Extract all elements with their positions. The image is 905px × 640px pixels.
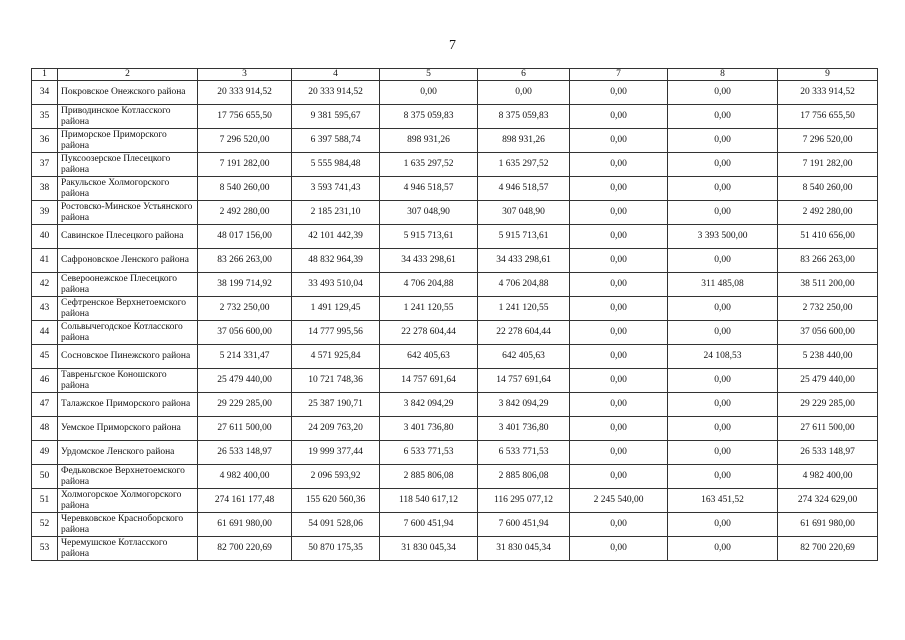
col-9-value-cell: 5 238 440,00 bbox=[778, 345, 878, 369]
col-4-value-cell: 24 209 763,20 bbox=[292, 417, 380, 441]
col-4-value-cell: 1 491 129,45 bbox=[292, 297, 380, 321]
col-8-value-cell: 0,00 bbox=[668, 393, 778, 417]
col-5-value-cell: 642 405,63 bbox=[380, 345, 478, 369]
table-row bbox=[32, 177, 878, 201]
col-6-value-cell: 4 706 204,88 bbox=[478, 273, 570, 297]
col-4-value-cell: 3 593 741,43 bbox=[292, 177, 380, 201]
table-row bbox=[32, 297, 878, 321]
col-3-value-cell: 5 214 331,47 bbox=[198, 345, 292, 369]
settlement-name-cell: Приморское Приморского района bbox=[58, 129, 198, 153]
table-body bbox=[32, 81, 878, 561]
col-3-value-cell: 83 266 263,00 bbox=[198, 249, 292, 273]
row-number-cell: 39 bbox=[32, 201, 58, 225]
col-3-value-cell: 29 229 285,00 bbox=[198, 393, 292, 417]
table-row bbox=[32, 201, 878, 225]
table-row bbox=[32, 393, 878, 417]
col-5-value-cell: 4 946 518,57 bbox=[380, 177, 478, 201]
col-5-value-cell: 3 842 094,29 bbox=[380, 393, 478, 417]
col-5-value-cell: 307 048,90 bbox=[380, 201, 478, 225]
col-5-value-cell: 118 540 617,12 bbox=[380, 489, 478, 513]
col-9-value-cell: 37 056 600,00 bbox=[778, 321, 878, 345]
col-9-value-cell: 274 324 629,00 bbox=[778, 489, 878, 513]
col-6-value-cell: 8 375 059,83 bbox=[478, 105, 570, 129]
col-5-value-cell: 5 915 713,61 bbox=[380, 225, 478, 249]
column-header-6: 6 bbox=[478, 69, 570, 81]
settlement-name-cell: Сольвычегодское Котласского района bbox=[58, 321, 198, 345]
col-5-value-cell: 2 885 806,08 bbox=[380, 465, 478, 489]
col-6-value-cell: 3 401 736,80 bbox=[478, 417, 570, 441]
col-6-value-cell: 642 405,63 bbox=[478, 345, 570, 369]
col-7-value-cell: 0,00 bbox=[570, 369, 668, 393]
column-header-1: 1 bbox=[32, 69, 58, 81]
settlement-name-cell: Федьковское Верхнетоемского района bbox=[58, 465, 198, 489]
col-4-value-cell: 2 096 593,92 bbox=[292, 465, 380, 489]
table-row bbox=[32, 441, 878, 465]
settlement-name-cell: Уемское Приморского района bbox=[58, 417, 198, 441]
col-4-value-cell: 19 999 377,44 bbox=[292, 441, 380, 465]
settlement-name-cell: Черемушское Котласского района bbox=[58, 537, 198, 561]
col-8-value-cell: 0,00 bbox=[668, 153, 778, 177]
col-5-value-cell: 6 533 771,53 bbox=[380, 441, 478, 465]
col-9-value-cell: 26 533 148,97 bbox=[778, 441, 878, 465]
col-6-value-cell: 898 931,26 bbox=[478, 129, 570, 153]
col-5-value-cell: 22 278 604,44 bbox=[380, 321, 478, 345]
col-9-value-cell: 20 333 914,52 bbox=[778, 81, 878, 105]
col-9-value-cell: 17 756 655,50 bbox=[778, 105, 878, 129]
col-9-value-cell: 82 700 220,69 bbox=[778, 537, 878, 561]
col-4-value-cell: 9 381 595,67 bbox=[292, 105, 380, 129]
settlement-name-cell: Североонежское Плесецкого района bbox=[58, 273, 198, 297]
col-4-value-cell: 4 571 925,84 bbox=[292, 345, 380, 369]
col-8-value-cell: 0,00 bbox=[668, 417, 778, 441]
col-5-value-cell: 4 706 204,88 bbox=[380, 273, 478, 297]
col-4-value-cell: 54 091 528,06 bbox=[292, 513, 380, 537]
col-3-value-cell: 2 492 280,00 bbox=[198, 201, 292, 225]
col-6-value-cell: 3 842 094,29 bbox=[478, 393, 570, 417]
row-number-cell: 40 bbox=[32, 225, 58, 249]
col-4-value-cell: 25 387 190,71 bbox=[292, 393, 380, 417]
col-3-value-cell: 26 533 148,97 bbox=[198, 441, 292, 465]
col-8-value-cell: 0,00 bbox=[668, 321, 778, 345]
col-7-value-cell: 0,00 bbox=[570, 513, 668, 537]
settlement-name-cell: Савинское Плесецкого района bbox=[58, 225, 198, 249]
col-6-value-cell: 14 757 691,64 bbox=[478, 369, 570, 393]
row-number-cell: 45 bbox=[32, 345, 58, 369]
col-9-value-cell: 8 540 260,00 bbox=[778, 177, 878, 201]
col-4-value-cell: 20 333 914,52 bbox=[292, 81, 380, 105]
col-4-value-cell: 6 397 588,74 bbox=[292, 129, 380, 153]
col-4-value-cell: 2 185 231,10 bbox=[292, 201, 380, 225]
col-6-value-cell: 1 635 297,52 bbox=[478, 153, 570, 177]
col-7-value-cell: 0,00 bbox=[570, 297, 668, 321]
col-5-value-cell: 1 635 297,52 bbox=[380, 153, 478, 177]
col-9-value-cell: 61 691 980,00 bbox=[778, 513, 878, 537]
col-3-value-cell: 274 161 177,48 bbox=[198, 489, 292, 513]
settlement-name-cell: Пуксоозерское Плесецкого района bbox=[58, 153, 198, 177]
row-number-cell: 52 bbox=[32, 513, 58, 537]
row-number-cell: 48 bbox=[32, 417, 58, 441]
col-5-value-cell: 0,00 bbox=[380, 81, 478, 105]
col-9-value-cell: 7 191 282,00 bbox=[778, 153, 878, 177]
col-4-value-cell: 42 101 442,39 bbox=[292, 225, 380, 249]
col-7-value-cell: 0,00 bbox=[570, 201, 668, 225]
settlement-name-cell: Ракульское Холмогорского района bbox=[58, 177, 198, 201]
table-row bbox=[32, 273, 878, 297]
row-number-cell: 51 bbox=[32, 489, 58, 513]
col-8-value-cell: 0,00 bbox=[668, 201, 778, 225]
col-7-value-cell: 0,00 bbox=[570, 153, 668, 177]
col-3-value-cell: 25 479 440,00 bbox=[198, 369, 292, 393]
col-6-value-cell: 5 915 713,61 bbox=[478, 225, 570, 249]
col-7-value-cell: 0,00 bbox=[570, 249, 668, 273]
col-9-value-cell: 83 266 263,00 bbox=[778, 249, 878, 273]
col-3-value-cell: 27 611 500,00 bbox=[198, 417, 292, 441]
col-5-value-cell: 3 401 736,80 bbox=[380, 417, 478, 441]
col-8-value-cell: 3 393 500,00 bbox=[668, 225, 778, 249]
col-6-value-cell: 34 433 298,61 bbox=[478, 249, 570, 273]
table-row bbox=[32, 129, 878, 153]
col-6-value-cell: 2 885 806,08 bbox=[478, 465, 570, 489]
row-number-cell: 53 bbox=[32, 537, 58, 561]
col-7-value-cell: 2 245 540,00 bbox=[570, 489, 668, 513]
col-3-value-cell: 7 296 520,00 bbox=[198, 129, 292, 153]
settlement-name-cell: Покровское Онежского района bbox=[58, 81, 198, 105]
column-header-5: 5 bbox=[380, 69, 478, 81]
col-8-value-cell: 0,00 bbox=[668, 81, 778, 105]
col-3-value-cell: 20 333 914,52 bbox=[198, 81, 292, 105]
col-7-value-cell: 0,00 bbox=[570, 345, 668, 369]
row-number-cell: 34 bbox=[32, 81, 58, 105]
col-6-value-cell: 31 830 045,34 bbox=[478, 537, 570, 561]
col-3-value-cell: 17 756 655,50 bbox=[198, 105, 292, 129]
col-7-value-cell: 0,00 bbox=[570, 273, 668, 297]
col-3-value-cell: 38 199 714,92 bbox=[198, 273, 292, 297]
settlement-name-cell: Талажское Приморского района bbox=[58, 393, 198, 417]
col-4-value-cell: 50 870 175,35 bbox=[292, 537, 380, 561]
col-6-value-cell: 4 946 518,57 bbox=[478, 177, 570, 201]
col-8-value-cell: 0,00 bbox=[668, 513, 778, 537]
col-3-value-cell: 2 732 250,00 bbox=[198, 297, 292, 321]
col-9-value-cell: 2 732 250,00 bbox=[778, 297, 878, 321]
col-5-value-cell: 8 375 059,83 bbox=[380, 105, 478, 129]
column-header-3: 3 bbox=[198, 69, 292, 81]
col-6-value-cell: 116 295 077,12 bbox=[478, 489, 570, 513]
col-9-value-cell: 38 511 200,00 bbox=[778, 273, 878, 297]
settlement-name-cell: Сафроновское Ленского района bbox=[58, 249, 198, 273]
col-5-value-cell: 1 241 120,55 bbox=[380, 297, 478, 321]
col-7-value-cell: 0,00 bbox=[570, 321, 668, 345]
col-8-value-cell: 0,00 bbox=[668, 441, 778, 465]
col-9-value-cell: 27 611 500,00 bbox=[778, 417, 878, 441]
table-row bbox=[32, 153, 878, 177]
col-8-value-cell: 0,00 bbox=[668, 105, 778, 129]
col-6-value-cell: 22 278 604,44 bbox=[478, 321, 570, 345]
col-8-value-cell: 0,00 bbox=[668, 537, 778, 561]
col-8-value-cell: 0,00 bbox=[668, 129, 778, 153]
col-8-value-cell: 0,00 bbox=[668, 177, 778, 201]
col-9-value-cell: 25 479 440,00 bbox=[778, 369, 878, 393]
page-number: 7 bbox=[449, 38, 456, 53]
col-7-value-cell: 0,00 bbox=[570, 393, 668, 417]
row-number-cell: 36 bbox=[32, 129, 58, 153]
col-4-value-cell: 10 721 748,36 bbox=[292, 369, 380, 393]
col-3-value-cell: 4 982 400,00 bbox=[198, 465, 292, 489]
table-row bbox=[32, 345, 878, 369]
col-3-value-cell: 7 191 282,00 bbox=[198, 153, 292, 177]
col-6-value-cell: 7 600 451,94 bbox=[478, 513, 570, 537]
col-5-value-cell: 34 433 298,61 bbox=[380, 249, 478, 273]
col-7-value-cell: 0,00 bbox=[570, 465, 668, 489]
row-number-cell: 35 bbox=[32, 105, 58, 129]
table-row bbox=[32, 537, 878, 561]
table-row bbox=[32, 321, 878, 345]
row-number-cell: 49 bbox=[32, 441, 58, 465]
col-8-value-cell: 163 451,52 bbox=[668, 489, 778, 513]
settlement-name-cell: Холмогорское Холмогорского района bbox=[58, 489, 198, 513]
settlement-name-cell: Сосновское Пинежского района bbox=[58, 345, 198, 369]
budget-table bbox=[31, 68, 878, 561]
col-6-value-cell: 6 533 771,53 bbox=[478, 441, 570, 465]
col-3-value-cell: 37 056 600,00 bbox=[198, 321, 292, 345]
col-4-value-cell: 33 493 510,04 bbox=[292, 273, 380, 297]
table-row bbox=[32, 105, 878, 129]
row-number-cell: 38 bbox=[32, 177, 58, 201]
col-9-value-cell: 51 410 656,00 bbox=[778, 225, 878, 249]
col-6-value-cell: 307 048,90 bbox=[478, 201, 570, 225]
col-3-value-cell: 8 540 260,00 bbox=[198, 177, 292, 201]
row-number-cell: 41 bbox=[32, 249, 58, 273]
col-4-value-cell: 155 620 560,36 bbox=[292, 489, 380, 513]
column-header-9: 9 bbox=[778, 69, 878, 81]
row-number-cell: 50 bbox=[32, 465, 58, 489]
col-6-value-cell: 0,00 bbox=[478, 81, 570, 105]
settlement-name-cell: Сефтренское Верхнетоемского района bbox=[58, 297, 198, 321]
table-row bbox=[32, 81, 878, 105]
settlement-name-cell: Черевковское Красноборского района bbox=[58, 513, 198, 537]
table-row bbox=[32, 369, 878, 393]
settlement-name-cell: Приводинское Котласского района bbox=[58, 105, 198, 129]
table-row bbox=[32, 249, 878, 273]
col-9-value-cell: 29 229 285,00 bbox=[778, 393, 878, 417]
col-3-value-cell: 61 691 980,00 bbox=[198, 513, 292, 537]
col-3-value-cell: 82 700 220,69 bbox=[198, 537, 292, 561]
col-3-value-cell: 48 017 156,00 bbox=[198, 225, 292, 249]
col-9-value-cell: 4 982 400,00 bbox=[778, 465, 878, 489]
col-4-value-cell: 48 832 964,39 bbox=[292, 249, 380, 273]
row-number-cell: 46 bbox=[32, 369, 58, 393]
col-8-value-cell: 311 485,08 bbox=[668, 273, 778, 297]
col-5-value-cell: 14 757 691,64 bbox=[380, 369, 478, 393]
settlement-name-cell: Урдомское Ленского района bbox=[58, 441, 198, 465]
col-7-value-cell: 0,00 bbox=[570, 417, 668, 441]
col-8-value-cell: 24 108,53 bbox=[668, 345, 778, 369]
column-header-2: 2 bbox=[58, 69, 198, 81]
settlement-name-cell: Тавреньгское Коношского района bbox=[58, 369, 198, 393]
table-row bbox=[32, 225, 878, 249]
col-7-value-cell: 0,00 bbox=[570, 129, 668, 153]
column-header-4: 4 bbox=[292, 69, 380, 81]
row-number-cell: 42 bbox=[32, 273, 58, 297]
row-number-cell: 37 bbox=[32, 153, 58, 177]
col-7-value-cell: 0,00 bbox=[570, 225, 668, 249]
col-7-value-cell: 0,00 bbox=[570, 81, 668, 105]
col-4-value-cell: 5 555 984,48 bbox=[292, 153, 380, 177]
col-6-value-cell: 1 241 120,55 bbox=[478, 297, 570, 321]
column-header-8: 8 bbox=[668, 69, 778, 81]
col-9-value-cell: 2 492 280,00 bbox=[778, 201, 878, 225]
col-7-value-cell: 0,00 bbox=[570, 105, 668, 129]
table-row bbox=[32, 465, 878, 489]
col-8-value-cell: 0,00 bbox=[668, 369, 778, 393]
column-header-7: 7 bbox=[570, 69, 668, 81]
col-8-value-cell: 0,00 bbox=[668, 465, 778, 489]
col-7-value-cell: 0,00 bbox=[570, 441, 668, 465]
col-9-value-cell: 7 296 520,00 bbox=[778, 129, 878, 153]
col-7-value-cell: 0,00 bbox=[570, 537, 668, 561]
col-4-value-cell: 14 777 995,56 bbox=[292, 321, 380, 345]
col-5-value-cell: 31 830 045,34 bbox=[380, 537, 478, 561]
row-number-cell: 44 bbox=[32, 321, 58, 345]
col-5-value-cell: 7 600 451,94 bbox=[380, 513, 478, 537]
table-row bbox=[32, 513, 878, 537]
table-row bbox=[32, 417, 878, 441]
row-number-cell: 43 bbox=[32, 297, 58, 321]
col-7-value-cell: 0,00 bbox=[570, 177, 668, 201]
table-row bbox=[32, 489, 878, 513]
table-header-row bbox=[32, 69, 878, 81]
row-number-cell: 47 bbox=[32, 393, 58, 417]
col-8-value-cell: 0,00 bbox=[668, 297, 778, 321]
settlement-name-cell: Ростовско-Минское Устьянского района bbox=[58, 201, 198, 225]
col-5-value-cell: 898 931,26 bbox=[380, 129, 478, 153]
col-8-value-cell: 0,00 bbox=[668, 249, 778, 273]
